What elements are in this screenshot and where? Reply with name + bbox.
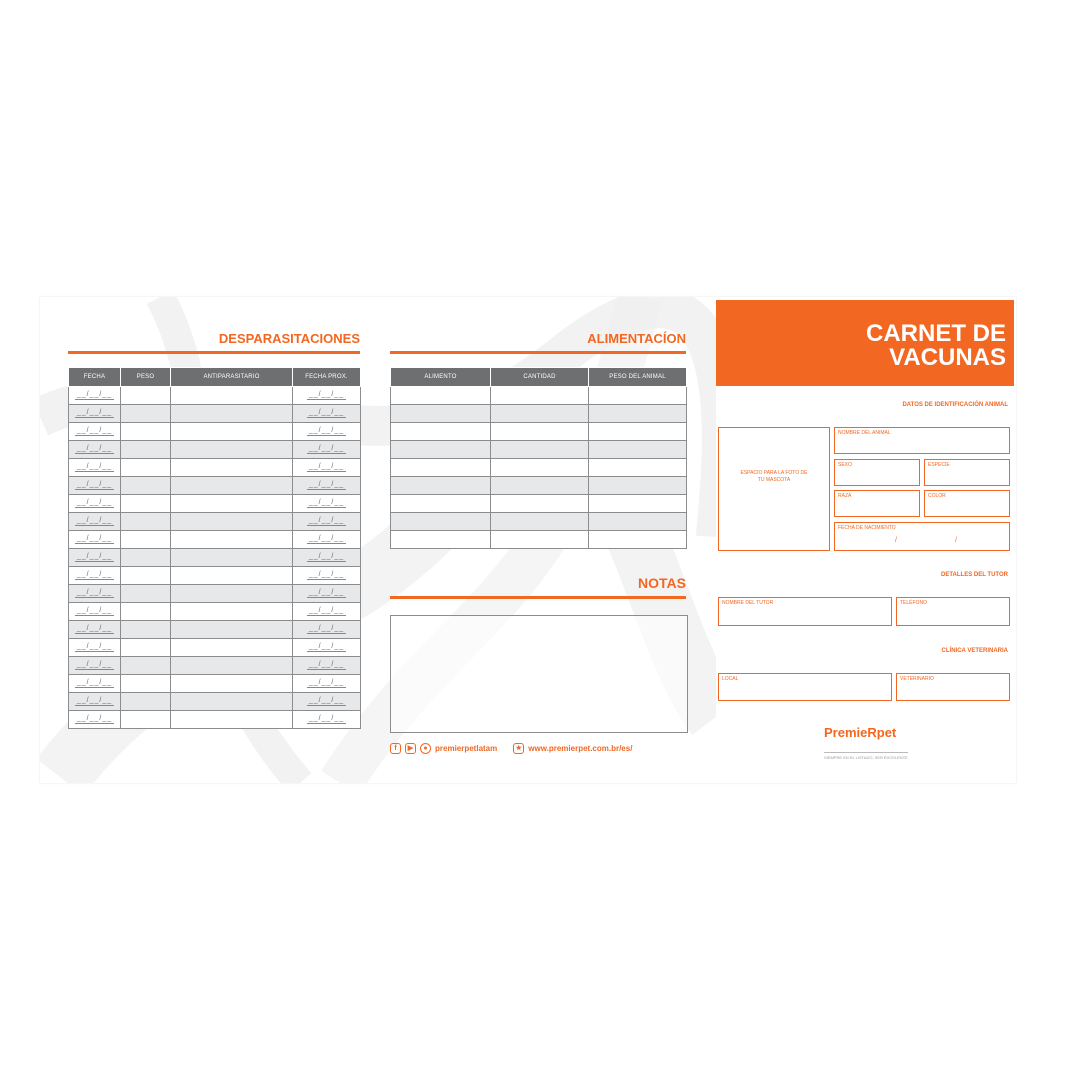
- col-cantidad: CANTIDAD: [491, 368, 589, 387]
- sex-label: SEXO: [838, 462, 852, 468]
- fecha-prox-cell[interactable]: [293, 423, 361, 441]
- tutor-section-label: DETALLES DEL TUTOR: [940, 572, 1008, 578]
- peso-animal-cell[interactable]: [589, 405, 687, 423]
- date-placeholder: __/__/__: [76, 715, 113, 722]
- peso-cell[interactable]: [121, 477, 171, 495]
- date-placeholder: __/__/__: [308, 607, 345, 614]
- table-row: [69, 549, 361, 567]
- fecha-cell[interactable]: [69, 477, 121, 495]
- date-placeholder: __/__/__: [76, 481, 113, 488]
- table-row: [69, 675, 361, 693]
- alimento-cell[interactable]: [391, 441, 491, 459]
- alimento-cell[interactable]: [391, 459, 491, 477]
- fecha-cell[interactable]: [69, 495, 121, 513]
- table-row: [69, 639, 361, 657]
- antiparasitario-cell[interactable]: [171, 675, 293, 693]
- table-row: [69, 459, 361, 477]
- card-title-block: [716, 300, 1014, 386]
- fecha-prox-cell[interactable]: [293, 657, 361, 675]
- deworming-title: DESPARASITACIONES: [218, 331, 360, 346]
- date-placeholder: __/__/__: [76, 661, 113, 668]
- table-row: [69, 513, 361, 531]
- animal-section-label: DATOS DE IDENTIFICACIÓN ANIMAL: [902, 402, 1008, 408]
- date-placeholder: __/__/__: [308, 409, 345, 416]
- web-icon[interactable]: ★: [513, 743, 524, 754]
- breed-label: RAZA: [838, 493, 852, 499]
- birth-date-label: FECHA DE NACIMIENTO: [838, 525, 896, 531]
- date-placeholder: __/__/__: [308, 517, 345, 524]
- card-title: [866, 322, 1006, 370]
- cantidad-cell[interactable]: [491, 477, 589, 495]
- feeding-rule: [390, 351, 686, 354]
- antiparasitario-cell[interactable]: [171, 387, 293, 405]
- color-field[interactable]: [924, 490, 1010, 517]
- feeding-table: [390, 367, 687, 549]
- fecha-cell[interactable]: [69, 585, 121, 603]
- fecha-prox-cell[interactable]: [293, 531, 361, 549]
- deworming-table: [68, 367, 361, 729]
- peso-animal-cell[interactable]: [589, 441, 687, 459]
- peso-cell[interactable]: [121, 657, 171, 675]
- cantidad-cell[interactable]: [491, 441, 589, 459]
- antiparasitario-cell[interactable]: [171, 531, 293, 549]
- table-row: [69, 585, 361, 603]
- table-row: [69, 621, 361, 639]
- fecha-cell[interactable]: [69, 711, 121, 729]
- date-placeholder: __/__/__: [308, 697, 345, 704]
- cantidad-cell[interactable]: [491, 387, 589, 405]
- phone-label: TELÉFONO: [900, 600, 927, 606]
- fecha-cell[interactable]: [69, 603, 121, 621]
- col-alimento: ALIMENTO: [391, 368, 491, 387]
- date-placeholder: __/__/__: [76, 625, 113, 632]
- antiparasitario-cell[interactable]: [171, 477, 293, 495]
- peso-cell[interactable]: [121, 711, 171, 729]
- fecha-prox-cell[interactable]: [293, 495, 361, 513]
- peso-cell[interactable]: [121, 693, 171, 711]
- date-placeholder: __/__/__: [308, 553, 345, 560]
- notes-title: NOTAS: [638, 575, 686, 591]
- table-row: [69, 711, 361, 729]
- local-field[interactable]: [718, 673, 892, 701]
- peso-cell[interactable]: [121, 567, 171, 585]
- table-row: [69, 423, 361, 441]
- antiparasitario-cell[interactable]: [171, 567, 293, 585]
- col-fecha: FECHA: [69, 368, 121, 387]
- brand-logo: PremieRpet: [824, 725, 897, 740]
- alimento-cell[interactable]: [391, 405, 491, 423]
- table-row: [391, 405, 687, 423]
- color-label: COLOR: [928, 493, 946, 499]
- table-row: [391, 477, 687, 495]
- fecha-cell[interactable]: [69, 693, 121, 711]
- table-row: [391, 441, 687, 459]
- fecha-cell[interactable]: [69, 531, 121, 549]
- antiparasitario-cell[interactable]: [171, 621, 293, 639]
- peso-cell[interactable]: [121, 531, 171, 549]
- date-placeholder: __/__/__: [76, 517, 113, 524]
- peso-animal-cell[interactable]: [589, 531, 687, 549]
- fecha-cell[interactable]: [69, 423, 121, 441]
- table-row: [391, 513, 687, 531]
- cantidad-cell[interactable]: [491, 495, 589, 513]
- table-row: [391, 423, 687, 441]
- antiparasitario-cell[interactable]: [171, 711, 293, 729]
- vet-field[interactable]: [896, 673, 1010, 701]
- fecha-prox-cell[interactable]: [293, 405, 361, 423]
- fecha-cell[interactable]: [69, 657, 121, 675]
- cantidad-cell[interactable]: [491, 459, 589, 477]
- fecha-prox-cell[interactable]: [293, 549, 361, 567]
- antiparasitario-cell[interactable]: [171, 423, 293, 441]
- peso-animal-cell[interactable]: [589, 513, 687, 531]
- fecha-prox-cell[interactable]: [293, 675, 361, 693]
- date-placeholder: __/__/__: [76, 589, 113, 596]
- date-placeholder: __/__/__: [76, 445, 113, 452]
- date-placeholder: __/__/__: [76, 571, 113, 578]
- fecha-cell[interactable]: [69, 675, 121, 693]
- date-placeholder: __/__/__: [76, 535, 113, 542]
- table-row: [69, 603, 361, 621]
- fecha-cell[interactable]: [69, 459, 121, 477]
- phone-field[interactable]: [896, 597, 1010, 626]
- date-placeholder: __/__/__: [76, 409, 113, 416]
- notes-box[interactable]: [390, 615, 688, 733]
- deworming-rule: [68, 351, 360, 354]
- breed-field[interactable]: [834, 490, 920, 517]
- date-placeholder: __/__/__: [308, 661, 345, 668]
- date-placeholder: __/__/__: [76, 553, 113, 560]
- date-placeholder: __/__/__: [308, 427, 345, 434]
- table-row: [69, 531, 361, 549]
- peso-cell[interactable]: [121, 549, 171, 567]
- date-placeholder: __/__/__: [76, 463, 113, 470]
- vaccine-card: [40, 297, 1016, 783]
- peso-cell[interactable]: [121, 459, 171, 477]
- fecha-prox-cell[interactable]: [293, 621, 361, 639]
- antiparasitario-cell[interactable]: [171, 513, 293, 531]
- fecha-prox-cell[interactable]: [293, 513, 361, 531]
- antiparasitario-cell[interactable]: [171, 459, 293, 477]
- fecha-cell[interactable]: [69, 621, 121, 639]
- cantidad-cell[interactable]: [491, 423, 589, 441]
- date-separator: /: [955, 537, 957, 544]
- col-fecha-prox: FECHA PROX.: [293, 368, 361, 387]
- antiparasitario-cell[interactable]: [171, 639, 293, 657]
- peso-cell[interactable]: [121, 585, 171, 603]
- date-placeholder: __/__/__: [308, 589, 345, 596]
- antiparasitario-cell[interactable]: [171, 549, 293, 567]
- pet-photo-box[interactable]: [718, 427, 830, 551]
- antiparasitario-cell[interactable]: [171, 585, 293, 603]
- peso-animal-cell[interactable]: [589, 423, 687, 441]
- fecha-prox-cell[interactable]: [293, 603, 361, 621]
- instagram-icon[interactable]: ●: [420, 743, 431, 754]
- table-row: [391, 495, 687, 513]
- date-placeholder: __/__/__: [76, 679, 113, 686]
- species-label: ESPECIE: [928, 462, 950, 468]
- cantidad-cell[interactable]: [491, 513, 589, 531]
- col-antiparasitario: ANTIPARASITARIO: [171, 368, 293, 387]
- alimento-cell[interactable]: [391, 477, 491, 495]
- fecha-cell[interactable]: [69, 441, 121, 459]
- peso-cell[interactable]: [121, 387, 171, 405]
- peso-animal-cell[interactable]: [589, 495, 687, 513]
- antiparasitario-cell[interactable]: [171, 405, 293, 423]
- species-field[interactable]: [924, 459, 1010, 486]
- social-handle[interactable]: premierpetlatam: [435, 743, 498, 753]
- peso-cell[interactable]: [121, 423, 171, 441]
- table-row: [69, 495, 361, 513]
- table-row: [391, 459, 687, 477]
- date-placeholder: __/__/__: [308, 535, 345, 542]
- date-placeholder: __/__/__: [308, 463, 345, 470]
- vet-label: VETERINARIO: [900, 676, 934, 682]
- date-placeholder: __/__/__: [76, 697, 113, 704]
- alimento-cell[interactable]: [391, 387, 491, 405]
- fecha-prox-cell[interactable]: [293, 567, 361, 585]
- peso-cell[interactable]: [121, 513, 171, 531]
- table-row: [69, 387, 361, 405]
- peso-cell[interactable]: [121, 441, 171, 459]
- antiparasitario-cell[interactable]: [171, 441, 293, 459]
- animal-name-label: NOMBRE DEL ANIMAL: [838, 430, 891, 436]
- fecha-prox-cell[interactable]: [293, 387, 361, 405]
- facebook-icon[interactable]: f: [390, 743, 401, 754]
- peso-animal-cell[interactable]: [589, 477, 687, 495]
- peso-animal-cell[interactable]: [589, 387, 687, 405]
- date-placeholder: __/__/__: [308, 643, 345, 650]
- peso-cell[interactable]: [121, 405, 171, 423]
- website-link[interactable]: www.premierpet.com.br/es/: [528, 743, 633, 753]
- date-placeholder: __/__/__: [308, 445, 345, 452]
- table-row: [69, 567, 361, 585]
- date-placeholder: __/__/__: [308, 499, 345, 506]
- fecha-prox-cell[interactable]: [293, 693, 361, 711]
- table-row: [69, 657, 361, 675]
- fecha-prox-cell[interactable]: [293, 711, 361, 729]
- col-peso: PESO: [121, 368, 171, 387]
- antiparasitario-cell[interactable]: [171, 693, 293, 711]
- birth-date-field[interactable]: [834, 522, 1010, 551]
- tutor-name-label: NOMBRE DEL TUTOR: [722, 600, 774, 606]
- cantidad-cell[interactable]: [491, 531, 589, 549]
- date-placeholder: __/__/__: [76, 643, 113, 650]
- fecha-cell[interactable]: [69, 405, 121, 423]
- table-row: [391, 387, 687, 405]
- table-row: [69, 405, 361, 423]
- table-row: [391, 531, 687, 549]
- fecha-prox-cell[interactable]: [293, 639, 361, 657]
- fecha-cell[interactable]: [69, 567, 121, 585]
- col-peso-animal: PESO DEL ANIMAL: [589, 368, 687, 387]
- youtube-icon[interactable]: ▶: [405, 743, 416, 754]
- local-label: LOCAL: [722, 676, 739, 682]
- peso-animal-cell[interactable]: [589, 459, 687, 477]
- alimento-cell[interactable]: [391, 513, 491, 531]
- date-placeholder: __/__/__: [76, 607, 113, 614]
- clinic-section-label: CLÍNICA VETERINARIA: [941, 648, 1008, 654]
- date-placeholder: __/__/__: [308, 625, 345, 632]
- feeding-title: ALIMENTACÍON: [587, 331, 686, 346]
- date-placeholder: __/__/__: [76, 427, 113, 434]
- peso-cell[interactable]: [121, 639, 171, 657]
- alimento-cell[interactable]: [391, 495, 491, 513]
- brand-tagline: SIEMPRE EN EL LISTADO, SER ÉXCELENTE: [824, 752, 908, 760]
- date-placeholder: __/__/__: [76, 391, 113, 398]
- date-placeholder: __/__/__: [308, 391, 345, 398]
- cantidad-cell[interactable]: [491, 405, 589, 423]
- date-placeholder: __/__/__: [76, 499, 113, 506]
- contacts-footer: [390, 741, 632, 755]
- fecha-cell[interactable]: [69, 513, 121, 531]
- date-placeholder: __/__/__: [308, 481, 345, 488]
- animal-name-field[interactable]: [834, 427, 1010, 454]
- fecha-prox-cell[interactable]: [293, 459, 361, 477]
- table-row: [69, 441, 361, 459]
- fecha-cell[interactable]: [69, 387, 121, 405]
- fecha-cell[interactable]: [69, 549, 121, 567]
- sex-field[interactable]: [834, 459, 920, 486]
- peso-cell[interactable]: [121, 621, 171, 639]
- table-row: [69, 477, 361, 495]
- peso-cell[interactable]: [121, 603, 171, 621]
- date-placeholder: __/__/__: [308, 715, 345, 722]
- tutor-name-field[interactable]: [718, 597, 892, 626]
- photo-label: ESPACIO PARA LA FOTO DE TU MASCOTA: [740, 470, 808, 483]
- table-row: [69, 693, 361, 711]
- alimento-cell[interactable]: [391, 531, 491, 549]
- peso-cell[interactable]: [121, 675, 171, 693]
- date-separator: /: [895, 537, 897, 544]
- antiparasitario-cell[interactable]: [171, 657, 293, 675]
- card-title-line1: CARNET DE: [865, 320, 1006, 347]
- fecha-cell[interactable]: [69, 639, 121, 657]
- fecha-prox-cell[interactable]: [293, 585, 361, 603]
- peso-cell[interactable]: [121, 495, 171, 513]
- antiparasitario-cell[interactable]: [171, 495, 293, 513]
- alimento-cell[interactable]: [391, 423, 491, 441]
- notes-rule: [390, 596, 686, 599]
- date-placeholder: __/__/__: [308, 571, 345, 578]
- date-placeholder: __/__/__: [308, 679, 345, 686]
- fecha-prox-cell[interactable]: [293, 477, 361, 495]
- antiparasitario-cell[interactable]: [171, 603, 293, 621]
- fecha-prox-cell[interactable]: [293, 441, 361, 459]
- card-title-line2: VACUNAS: [889, 344, 1006, 371]
